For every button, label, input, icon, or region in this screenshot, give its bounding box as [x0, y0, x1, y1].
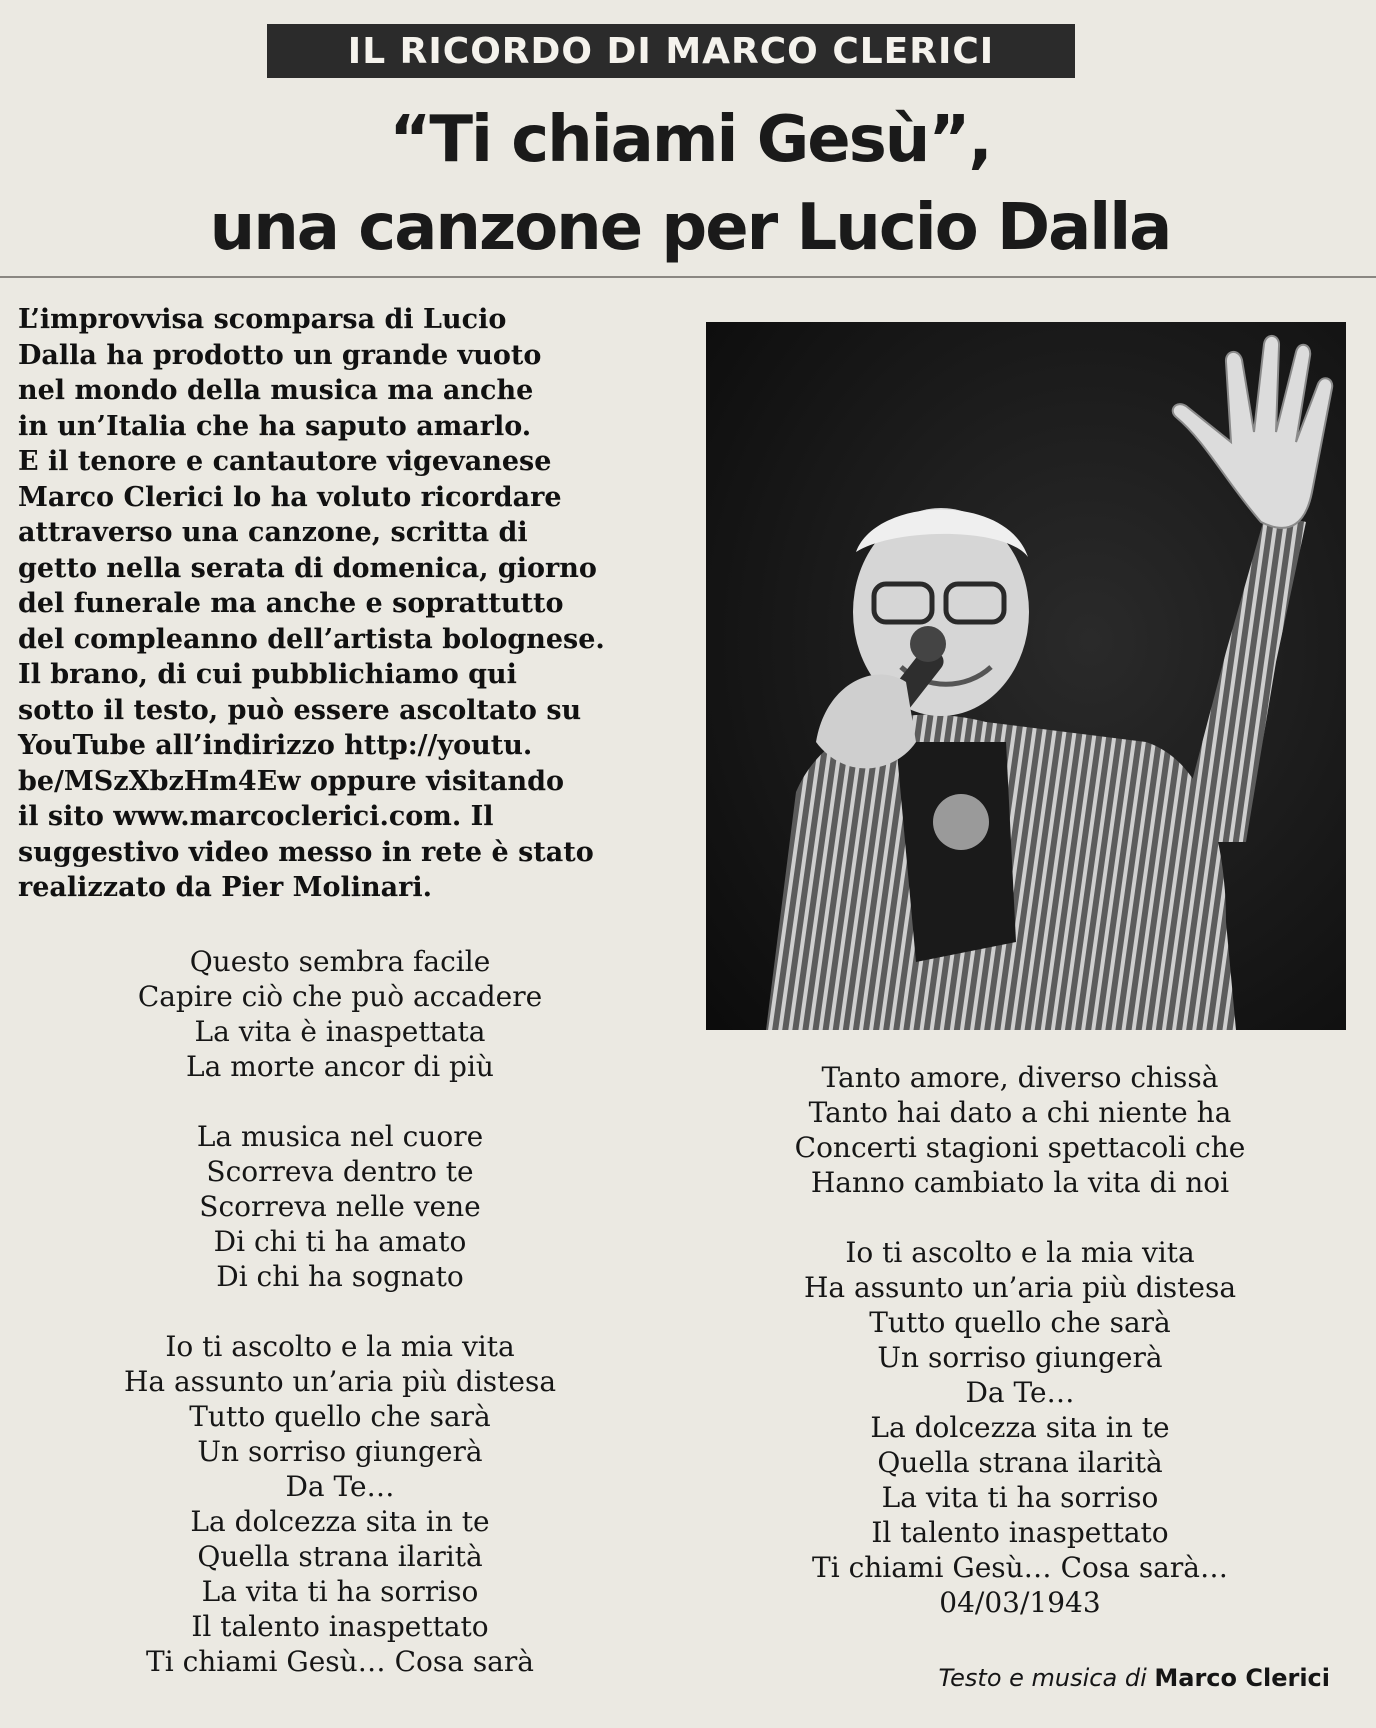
lyric-line: Ha assunto un’aria più distesa	[803, 1271, 1237, 1304]
lyric-line: Di chi ha sognato	[216, 1260, 464, 1293]
lyric-line: Io ti ascolto e la mia vita	[165, 1330, 515, 1363]
lyric-line: La musica nel cuore	[196, 1120, 484, 1153]
lyric-line: Concerti stagioni spettacoli che	[794, 1131, 1246, 1164]
intro-line: il sito www.marcoclerici.com. Il	[18, 801, 494, 832]
intro-line: Il brano, di cui pubblichiamo qui	[18, 659, 517, 690]
headline-line-1: “Ti chiami Gesù”,	[389, 103, 991, 177]
credit-line	[860, 1664, 1330, 1692]
lyric-line: Da Te…	[965, 1376, 1075, 1409]
lyric-line: La vita è inaspettata	[194, 1015, 486, 1048]
kicker-banner	[267, 24, 1075, 78]
photo-singer-waving-illustration	[706, 322, 1346, 1030]
headline-line-2: una canzone per Lucio Dalla	[209, 191, 1171, 265]
lyric-line: 04/03/1943	[939, 1586, 1101, 1619]
lyric-line: Tutto quello che sarà	[869, 1306, 1171, 1339]
intro-line: sotto il testo, può essere ascoltato su	[18, 694, 582, 726]
intro-paragraph	[18, 302, 658, 906]
intro-line: in un’Italia che ha saputo amarlo.	[18, 410, 532, 442]
section-divider	[0, 276, 1376, 278]
kicker-text: IL RICORDO DI MARCO CLERICI	[347, 30, 995, 72]
lyrics-stanza	[20, 1119, 660, 1294]
lyric-line: Tanto hai dato a chi niente ha	[808, 1096, 1232, 1129]
intro-line: YouTube all’indirizzo http://youtu.	[18, 730, 533, 761]
lyric-line: Tanto amore, diverso chissà	[821, 1061, 1219, 1094]
lyric-line: La dolcezza sita in te	[870, 1411, 1170, 1444]
lyric-line: Scorreva dentro te	[206, 1155, 474, 1188]
intro-line: attraverso una canzone, scritta di	[18, 517, 528, 548]
lyric-line: Ha assunto un’aria più distesa	[123, 1365, 557, 1398]
intro-line: Dalla ha prodotto un grande vuoto	[18, 339, 542, 371]
lyric-line: La vita ti ha sorriso	[201, 1575, 479, 1608]
lyric-line: Tutto quello che sarà	[189, 1400, 491, 1433]
lyrics-column-right	[700, 1060, 1340, 1620]
lyric-line: Il talento inaspettato	[191, 1610, 489, 1643]
lyric-line: Di chi ti ha amato	[213, 1225, 467, 1258]
credit-prefix: Testo e musica di	[938, 1664, 1147, 1692]
lyrics-stanza	[20, 944, 660, 1084]
intro-line: suggestivo video messo in rete è stato	[18, 836, 594, 868]
lyric-line: La vita ti ha sorriso	[881, 1481, 1159, 1514]
lyrics-stanza	[700, 1060, 1340, 1200]
lyric-line: Il talento inaspettato	[871, 1516, 1169, 1549]
intro-line: del compleanno dell’artista bolognese.	[18, 623, 605, 655]
photo-lucio-dalla	[706, 322, 1346, 1030]
lyrics-stanza	[20, 1329, 660, 1679]
intro-line: del funerale ma anche e soprattutto	[18, 588, 564, 619]
lyric-line: Un sorriso giungerà	[197, 1435, 483, 1468]
intro-line: be/MSzXbzHm4Ew oppure visitando	[18, 765, 564, 797]
lyric-line: Quella strana ilarità	[877, 1446, 1163, 1479]
lyrics-stanza	[700, 1235, 1340, 1620]
intro-line: realizzato da Pier Molinari.	[18, 872, 433, 903]
lyric-line: La morte ancor di più	[186, 1050, 494, 1083]
intro-line: Marco Clerici lo ha voluto ricordare	[18, 481, 562, 513]
lyric-line: Quella strana ilarità	[197, 1540, 483, 1573]
lyric-line: Io ti ascolto e la mia vita	[845, 1236, 1195, 1269]
lyric-line: Da Te…	[285, 1470, 395, 1503]
credit-author: Marco Clerici	[1154, 1664, 1330, 1692]
lyric-line: Questo sembra facile	[189, 945, 491, 978]
lyric-line: Hanno cambiato la vita di noi	[810, 1166, 1230, 1199]
headline	[120, 96, 1260, 272]
lyric-line: Capire ciò che può accadere	[137, 980, 543, 1013]
lyric-line: Un sorriso giungerà	[877, 1341, 1163, 1374]
lyric-line: La dolcezza sita in te	[190, 1505, 490, 1538]
lyric-line: Ti chiami Gesù… Cosa sarà…	[812, 1551, 1228, 1584]
intro-line: L’improvvisa scomparsa di Lucio	[18, 304, 507, 335]
intro-line: getto nella serata di domenica, giorno	[18, 552, 597, 584]
intro-line: E il tenore e cantautore vigevanese	[18, 446, 552, 477]
lyric-line: Scorreva nelle vene	[199, 1190, 481, 1223]
lyrics-column-left	[20, 944, 660, 1679]
intro-line: nel mondo della musica ma anche	[18, 375, 534, 406]
lyric-line: Ti chiami Gesù… Cosa sarà	[146, 1645, 534, 1678]
